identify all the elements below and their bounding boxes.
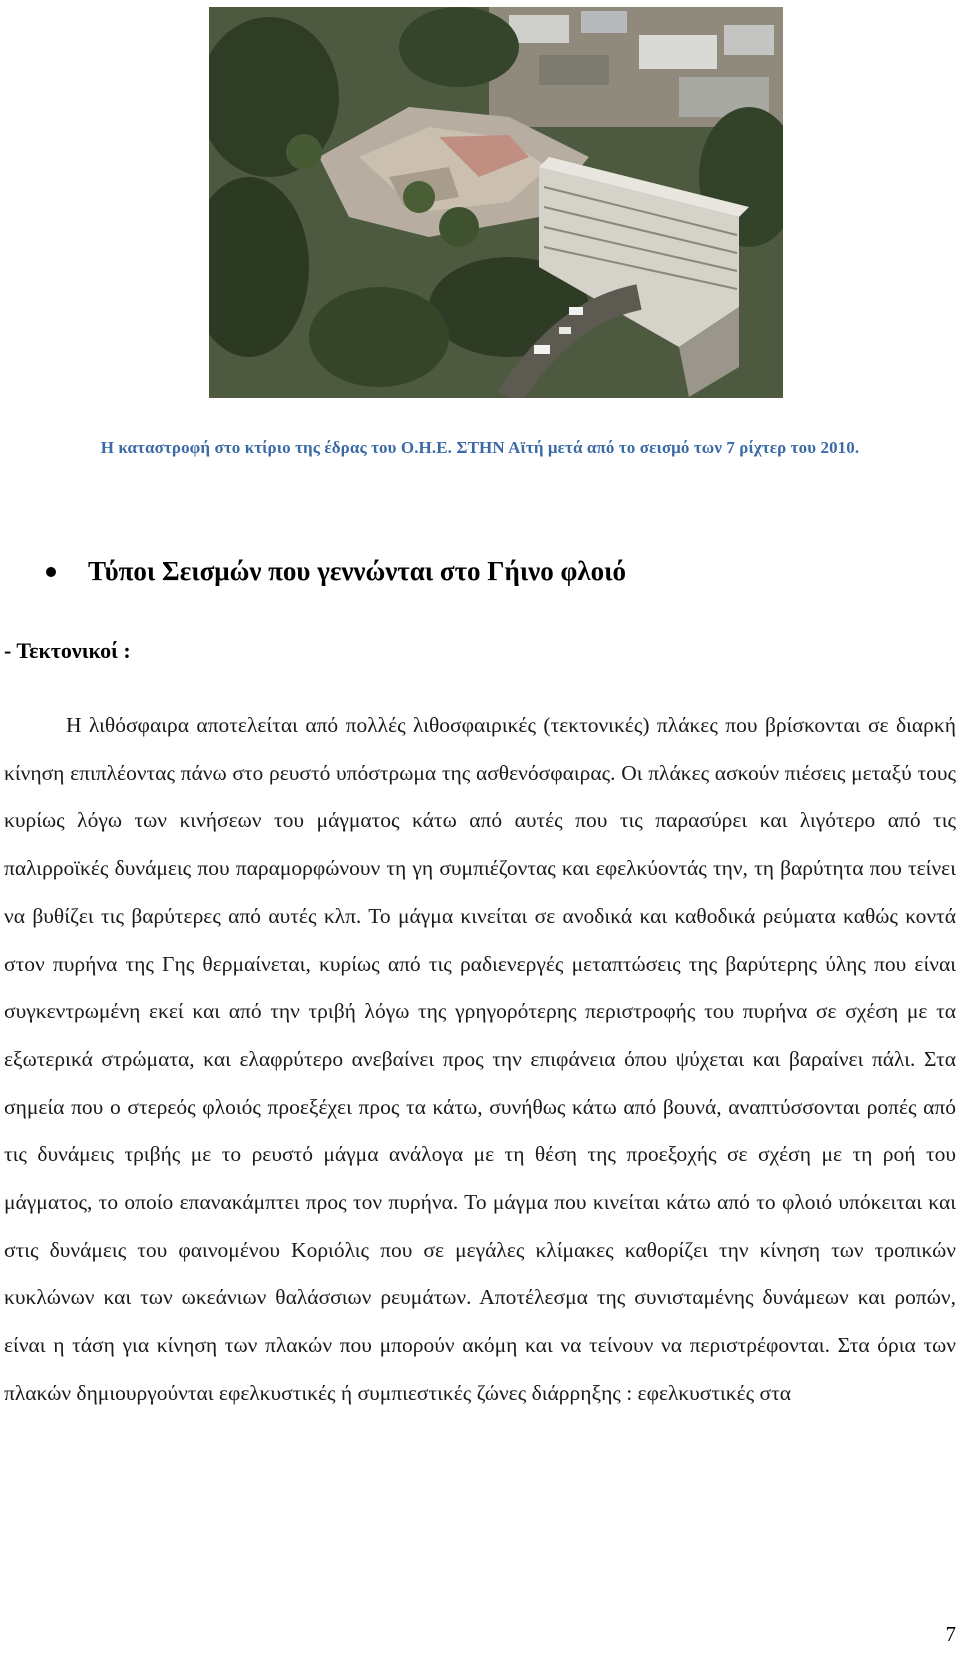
section-heading-row [46, 556, 626, 587]
subsection-heading: - Τεκτονικοί : [4, 638, 131, 663]
section-title: Τύποι Σεισμών που γεννώνται στο Γήινο φλοιό [88, 556, 626, 586]
body-paragraph: Η λιθόσφαιρα αποτελείται από πολλές λιθοσφαιρικές (τεκτονικές) πλάκες που βρίσκονται σε διαρκή κίνηση επιπλέοντας πάνω στο ρευστό υπόστρωμα της ασθενόσφαιρας. Οι πλάκες ασκούν πιέσεις μεταξύ τους κυρίως λόγω των κινήσεων του μάγματος κάτω από αυτές που τις παρασύρει και λιγότερο από τις παλιρροϊκές δυνάμεις που παραμορφώνουν τη γη συμπιέζοντας και εφελκύοντάς την, τη βαρύτητα που τείνει να βυθίζει τις βαρύτερες από αυτές κλπ. Το μάγμα κινείται σε ανοδικά και καθοδικά ρεύματα καθώς κοντά στον πυρήνα της Γης θερμαίνεται, κυρίως από τις ραδιενεργές μεταπτώσεις της βαρύτερης ύλης που είναι συγκεντρωμένη εκεί και από την τριβή λόγω της γρηγορότερης περιστροφής του πυρήνα σε σχέση με τα εξωτερικά στρώματα, και ελαφρύτερο ανεβαίνει προς την επιφάνεια όπου ψύχεται και βαραίνει πάλι. Στα σημεία που ο στερεός φλοιός προεξέχει προς τα κάτω, συνήθως κάτω από βουνά, αναπτύσσονται ροπές από τις δυνάμεις τριβής με το ρευστό μάγμα ανάλογα με τη θέση της προεξοχής σε σχέση με τη ροή του μάγματος, το οποίο επανακάμπτει προς τον πυρήνα. Το μάγμα που κινείται κάτω από το φλοιό υπόκειται και στις δυνάμεις του φαινομένου Κοριόλις που σε μεγάλες κλίμακες καθορίζει την κίνηση των τροπικών κυκλώνων και των ωκεάνιων θαλάσσιων ρευμάτων. Αποτέλεσμα της συνισταμένης δυνάμεων και ροπών, είναι η τάση για κίνηση των πλακών που μπορούν ακόμη και να τείνουν να περιστρέφονται. Στα όρια των πλακών δημιουργούνται εφελκυστικές ή συμπιεστικές ζώνες διάρρηξης : εφελκυστικές στα [4, 713, 956, 1405]
earthquake-aerial-photo [209, 7, 783, 398]
collapsed-building-illustration [209, 7, 783, 398]
page-number: 7 [945, 1622, 956, 1646]
figure-caption: Η καταστροφή στο κτίριο της έδρας του Ο.Η.Ε. ΣΤΗΝ Αϊτή μετά από το σεισμό των 7 ρίχτερ του 2010. [100, 438, 860, 457]
bullet-icon [46, 567, 56, 577]
